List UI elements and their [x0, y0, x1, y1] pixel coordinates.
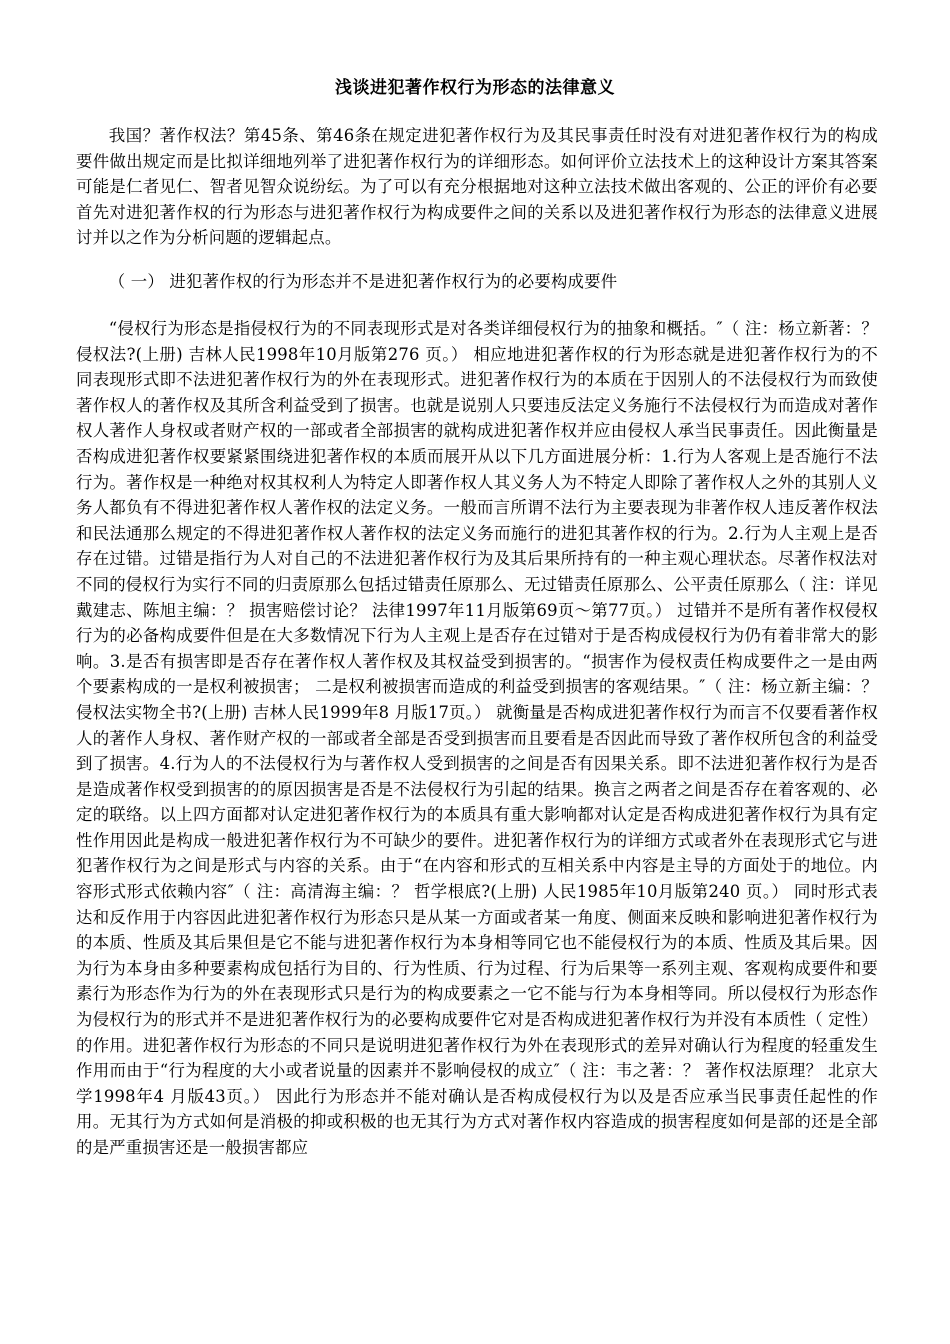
- section-heading: （ 一） 进犯著作权的行为形态并不是进犯著作权行为的必要构成要件: [108, 272, 618, 291]
- body-paragraph: “侵权行为形态是指侵权行为的不同表现形式是对各类详细侵权行为的抽象和概括。″（ 注：杨立新著：？ 侵权法?(上册) 吉林人民1998年10月版第276 页。） 相应地进犯著作权的行为形态就是进犯著作权行为的不同表现形式即不法进犯著作权行为的外在表现形式。进犯著作权行为的本质在于因别人的不法侵权行为而致使著作权人的著作权及其所含利益受到了损害。也就是说别人只要违反法定义务施行不法侵权行为而造成对著作权人著作人身权或者财产权的一部或者全部损害的就构成进犯著作权并应由侵权人承当民事责任。因此衡量是否构成进犯著作权要紧紧围绕进犯著作权的本质而展开从以下几方面进展分析：1.行为人客观上是否施行不法行为。著作权是一种绝对权其权利人为特定人即著作权人其义务人为不特定人即除了著作权人之外的其别人义务人都负有不得进犯著作权人著作权的法定义务。一般而言所谓不法行为主要表现为非著作权人违反著作权法和民法通那么规定的不得进犯著作权人著作权的法定义务而施行的进犯其著作权的行为。2.行为人主观上是否存在过错。过错是指行为人对自己的不法进犯著作权行为及其后果所持有的一种主观心理状态。尽著作权法对不同的侵权行为实行不同的归责原那么包括过错责任原那么、无过错责任原那么、公平责任原那么（ 注：详见戴建志、陈旭主编：？ 损害赔偿讨论？ 法律1997年11月版第69页～第77页。） 过错并不是所有著作权侵权行为的必备构成要件但是在大多数情况下行为人主观上是否存在过错对于是否构成侵权行为仍有着非常大的影响。3.是否有损害即是否存在著作权人著作权及其权益受到损害的。“损害作为侵权责任构成要件之一是由两个要素构成的一是权利被损害； 二是权利被损害而造成的利益受到损害的客观结果。″（ 注：杨立新主编：？ 侵权法实物全书?(上册) 吉林人民1999年8 月版17页。） 就衡量是否构成进犯著作权行为而言不仅要看著作权人的著作人身权、著作财产权的一部或者全部是否受到损害而且要看是否因此而导致了著作权所包含的利益受到了损害。4.行为人的不法侵权行为与著作权人受到损害的之间是否有因果关系。即不法进犯著作权行为是否是造成著作权受到损害的的原因损害是否是不法侵权行为引起的结果。换言之两者之间是否存在着客观的、必定的联络。以上四方面都对认定进犯著作权行为的本质具有重大影响都对认定是否构成进犯著作权行为具有定性作用因此是构成一般进犯著作权行为不可缺少的要件。进犯著作权行为的详细方式或者外在表现形式它与进犯著作权行为之间是形式与内容的关系。由于“在内容和形式的互相关系中内容是主导的方面处于的地位。内容形式形式依赖内容″（ 注：高清海主编：？ 哲学根底?(上册) 人民1985年10月版第240 页。） 同时形式表达和反作用于内容因此进犯著作权行为形态只是从某一方面或者某一角度、侧面来反映和影响进犯著作权行为的本质、性质及其后果但是它不能与进犯著作权行为本身相等同它也不能侵权行为的本质、性质及其后果。因为行为本身由多种要素构成包括行为目的、行为性质、行为过程、行为后果等一系列主观、客观构成要件和要素行为形态作为行为的外在表现形式只是行为的构成要素之一它不能与行为本身相等同。所以侵权行为形态作为侵权行为的形式并不是进犯著作权行为的必要构成要件它对是否构成进犯著作权行为并没有本质性（ 定性） 的作用。进犯著作权行为形态的不同只是说明进犯著作权行为外在表现形式的差异对确认行为程度的轻重发生作用而由于“行为程度的大小或者说量的因素并不影响侵权的成立″（ 注：韦之著：？ 著作权法原理？ 北京大学1998年4 月版43页。） 因此行为形态并不能对确认是否构成侵权行为以及是否应承当民事责任起性的作用。无其行为方式如何是消极的抑或积极的也无其行为方式对著作权内容造成的损害程度如何是部的还是全部的是严重损害还是一般损害都应: [76, 319, 878, 1157]
- document-title: 浅谈进犯著作权行为形态的法律意义: [335, 78, 615, 98]
- intro-paragraph: 我国？著作权法？第45条、第46条在规定进犯著作权行为及其民事责任时没有对进犯著作权行为的构成要件做出规定而是比拟详细地列举了进犯著作权行为的详细形态。如何评价立法技术上的这种设计方案其答案可能是仁者见仁、智者见智众说纷纭。为了可以有充分根据地对这种立法技术做出客观的、公正的评价有必要首先对进犯著作权的行为形态与进犯著作权行为构成要件之间的关系以及进犯著作权行为形态的法律意义进展讨并以之作为分析问题的逻辑起点。: [76, 126, 878, 248]
